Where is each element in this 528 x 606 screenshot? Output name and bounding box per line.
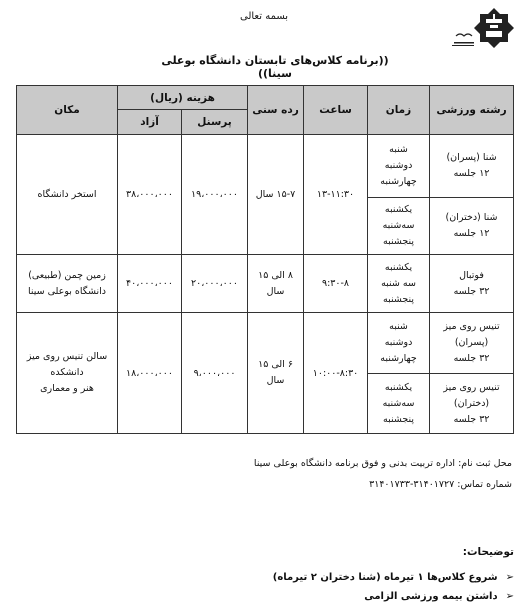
- place-cell: [17, 313, 118, 434]
- place-cell: استخر دانشگاه: [17, 135, 118, 255]
- sport-name: تنیس روی میز: [443, 321, 500, 332]
- day-label: سه‌شنبه: [382, 397, 415, 409]
- hour-cell: ۹:۳۰-۸: [304, 255, 368, 313]
- sport-cell: [430, 255, 514, 313]
- day-label: پنجشنبه: [383, 236, 414, 247]
- contact-number: شماره تماس: ۳۱۴۰۱۷۲۷-۳۱۴۰۱۷۳۳: [369, 479, 512, 490]
- day-label: شنبه: [389, 321, 408, 332]
- day-label: یکشنبه: [384, 261, 413, 273]
- day-label: پنجشنبه: [383, 413, 414, 425]
- day-label: یکشنبه: [384, 381, 413, 393]
- header-hour: ساعت: [304, 86, 368, 135]
- sport-name: شنا (پسران): [446, 152, 497, 163]
- sport-name: تنیس روی میز: [443, 381, 500, 393]
- notes-title: توضیحات:: [462, 546, 514, 558]
- day-label: سه شنبه: [381, 277, 416, 289]
- note-text: داشتن بیمه ورزشی الزامی: [364, 591, 498, 602]
- place-line: دانشگاه بوعلی سینا: [27, 285, 107, 297]
- list-item: [273, 568, 514, 587]
- footer-info: [15, 458, 512, 500]
- cost-staff-cell: ۲۰،۰۰۰،۰۰۰: [182, 255, 248, 313]
- sport-gender: (پسران): [454, 337, 489, 348]
- header-day: زمان: [368, 86, 430, 135]
- days-cell: [368, 313, 430, 374]
- cost-free-cell: ۴۰،۰۰۰،۰۰۰: [118, 255, 182, 313]
- note-text: شروع کلاس‌ها ۱ تیرماه (شنا دختران ۲ تیرماه): [272, 572, 498, 583]
- days-cell: [368, 374, 430, 434]
- sport-name: فوتبال: [459, 269, 484, 281]
- sport-name: شنا (دختران): [445, 212, 498, 223]
- age-cell: ۶ الی ۱۵ سال: [248, 313, 304, 434]
- place-cell: [17, 255, 118, 313]
- age-cell: ۱۵-۷ سال: [248, 135, 304, 255]
- table-row: [17, 313, 514, 374]
- notes-list: [273, 568, 514, 606]
- registration-location: محل ثبت نام: اداره تربیت بدنی و فوق برنامه دانشگاه بوعلی سینا: [253, 458, 512, 469]
- hour-cell: ۱۳-۱۱:۳۰: [304, 135, 368, 255]
- cost-staff-cell: ۱۹،۰۰۰،۰۰۰: [182, 135, 248, 255]
- table-row: [17, 255, 514, 313]
- session-count: ۳۲ جلسه: [453, 353, 490, 364]
- days-cell: [368, 255, 430, 313]
- cost-free-cell: ۳۸،۰۰۰،۰۰۰: [118, 135, 182, 255]
- schedule-table: [16, 85, 514, 434]
- arrow-bullet-icon: ➢: [505, 591, 514, 602]
- header-cost: هزینه (ریال): [118, 86, 248, 110]
- session-count: ۳۲ جلسه: [453, 413, 490, 425]
- day-label: شنبه: [389, 144, 408, 155]
- place-line: سالن تنیس روی میز: [26, 351, 108, 362]
- day-label: چهارشنبه: [380, 353, 417, 364]
- sport-cell: [430, 313, 514, 374]
- place-line: دانشکده: [50, 367, 84, 378]
- table-row: [17, 135, 514, 198]
- sport-cell: [430, 135, 514, 198]
- place-line: هنر و معماری: [40, 383, 94, 394]
- session-count: ۱۲ جلسه: [453, 168, 490, 179]
- table-header-row: [17, 86, 514, 110]
- cost-staff-cell: ۹،۰۰۰،۰۰۰: [182, 313, 248, 434]
- list-item: [273, 587, 514, 606]
- day-label: چهارشنبه: [380, 176, 417, 187]
- sport-gender: (دختران): [453, 397, 490, 409]
- session-count: ۱۲ جلسه: [453, 228, 490, 239]
- header-cost-staff: پرسنل: [182, 110, 248, 135]
- cost-free-cell: ۱۸،۰۰۰،۰۰۰: [118, 313, 182, 434]
- day-label: دوشنبه: [384, 160, 413, 171]
- day-label: سه‌شنبه: [382, 220, 415, 231]
- header-cost-free: آزاد: [118, 110, 182, 135]
- page-title: ((برنامه کلاس‌های تابستان دانشگاه بوعلی سینا)): [161, 54, 389, 80]
- day-label: یکشنبه: [384, 204, 413, 215]
- days-cell: [368, 198, 430, 255]
- header-place: مکان: [17, 86, 118, 135]
- session-count: ۳۲ جلسه: [453, 285, 490, 297]
- page-header: [0, 0, 528, 80]
- sport-cell: [430, 198, 514, 255]
- place-line: زمین چمن (طبیعی): [28, 269, 106, 281]
- arrow-bullet-icon: ➢: [505, 572, 514, 583]
- days-cell: [368, 135, 430, 198]
- header-sport: رشته ورزشی: [430, 86, 514, 135]
- day-label: پنجشنبه: [383, 293, 414, 305]
- age-cell: ۸ الی ۱۵ سال: [248, 255, 304, 313]
- day-label: دوشنبه: [384, 337, 413, 348]
- hour-cell: ۱۰:۰۰-۸:۳۰: [304, 313, 368, 434]
- header-age: رده سنی: [248, 86, 304, 135]
- university-logo-icon: [450, 6, 516, 50]
- sport-cell: [430, 374, 514, 434]
- bismillah-text: بسمه تعالی: [240, 11, 289, 22]
